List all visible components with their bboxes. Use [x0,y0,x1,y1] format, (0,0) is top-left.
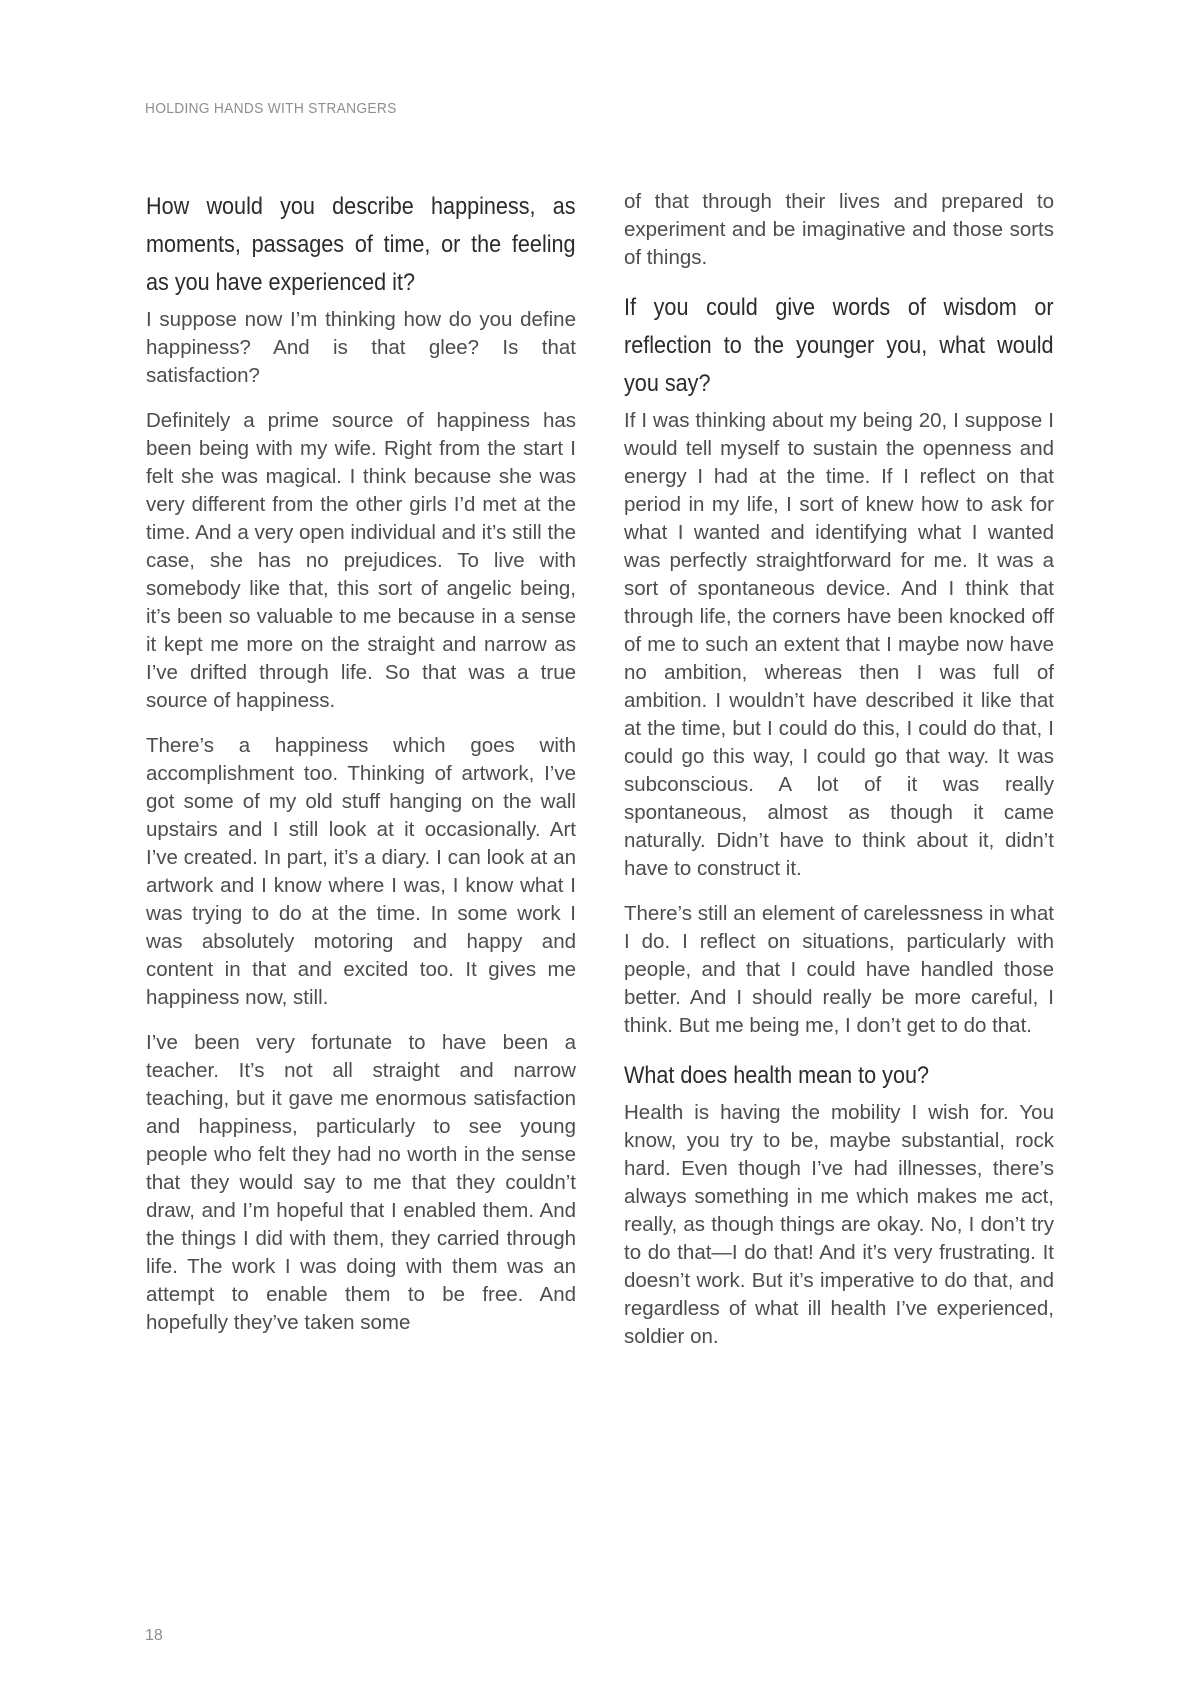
paragraph: Definitely a prime source of happiness has been being with my wife. Right from the start I felt she was magical. I think because she was very different from the other girls I’d met at the time. And a very open individual and it’s still the case, she has no prejudices. To live with somebody like that, this sort of angelic being, it’s been so valuable to me because in a sense it kept me more on the straight and narrow as I’ve drifted through life. So that was a true source of happiness. [146,409,576,712]
paragraph: I’ve been very fortunate to have been a teacher. It’s not all straight and narrow teaching, but it gave me enormous satisfaction and happiness, particularly to see young people who felt they had no worth in the sense that they would say to me that they couldn’t draw, and I’m hopeful that I enabled them. And the things I did with them, they carried through life. The work I was doing with them was an attempt to enable them to be free. And hopefully they’ve taken some [146,1031,576,1334]
left-column [146,188,576,1354]
paragraph: Health is having the mobility I wish for. You know, you try to be, maybe substantial, rock hard. Even though I’ve had illnesses, there’s always something in me which makes me act, really, as though things are okay. No, I don’t try to do that—I do that! And it’s very frustrating. It doesn’t work. But it’s imperative to do that, and regardless of what ill health I’ve experienced, soldier on. [624,1101,1054,1348]
question-happiness: How would you describe happiness, as moments, passages of time, or the feeling as you have experienced it? [146,193,576,296]
paragraph: There’s a happiness which goes with accomplishment too. Thinking of artwork, I’ve got some of my old stuff hanging on the wall upstairs and I still look at it occasionally. Art I’ve created. In part, it’s a diary. I can look at an artwork and I know where I was, I know what I was trying to do at the time. In some work I was absolutely motoring and happy and content in that and excited too. It gives me happiness now, still. [146,734,576,1009]
paragraph: I suppose now I’m thinking how do you define happiness? And is that glee? Is that satisfaction? [146,308,576,387]
question-health: What does health mean to you? [624,1062,930,1089]
page-number: 18 [145,1627,163,1644]
right-column [624,188,1054,1368]
paragraph-continued: of that through their lives and prepared to experiment and be imaginative and those sorts of things. [624,190,1054,269]
paragraph: There’s still an element of carelessness in what I do. I reflect on situations, particularly with people, and that I could have handled those better. And I should really be more careful, I think. But me being me, I don’t get to do that. [624,902,1054,1037]
running-head: HOLDING HANDS WITH STRANGERS [145,100,397,117]
question-wisdom: If you could give words of wisdom or reflection to the younger you, what would you say? [624,294,1054,397]
paragraph: If I was thinking about my being 20, I suppose I would tell myself to sustain the openness and energy I had at the time. If I reflect on that period in my life, I sort of knew how to ask for what I wanted and identifying what I wanted was perfectly straightforward for me. It was a sort of spontaneous device. And I think that through life, the corners have been knocked off of me to such an extent that I maybe now have no ambition, whereas then I was full of ambition. I wouldn’t have described it like that at the time, but I could do this, I could do that, I could go this way, I could go that way. It was subconscious. A lot of it was really spontaneous, almost as though it came naturally. Didn’t have to think about it, didn’t have to construct it. [624,409,1054,880]
